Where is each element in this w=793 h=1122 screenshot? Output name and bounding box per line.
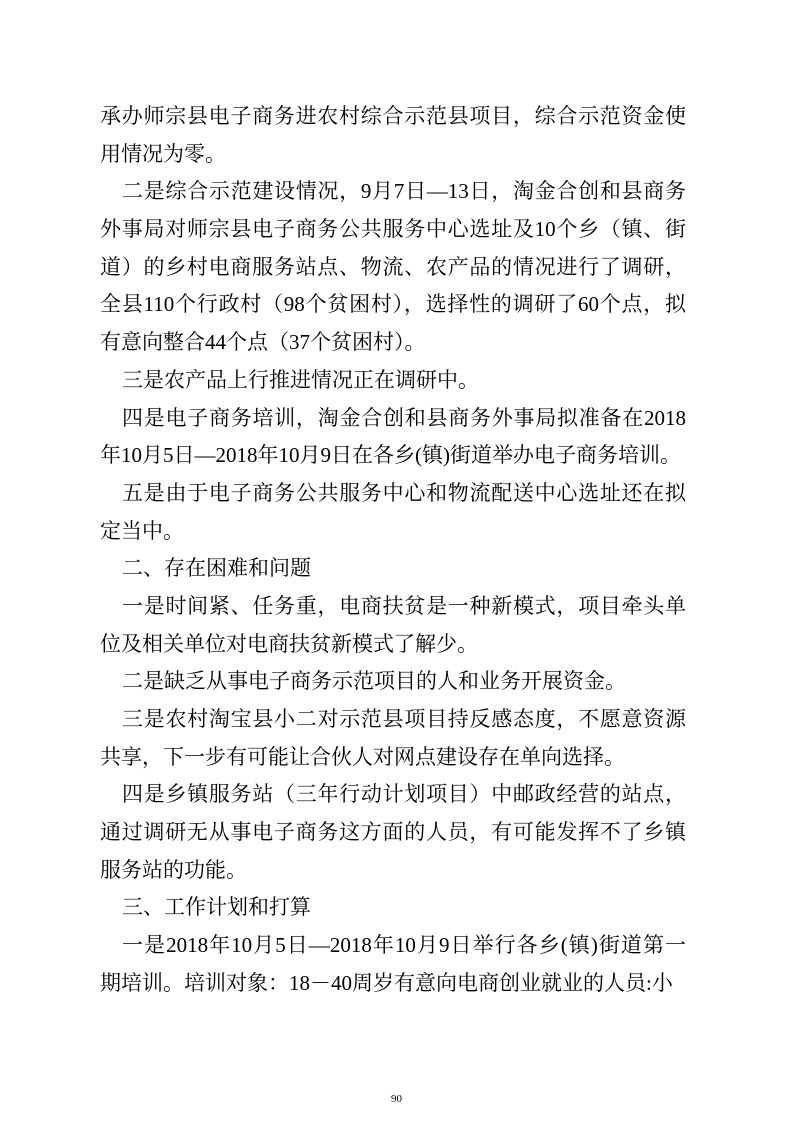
page-number: 90 — [391, 1093, 402, 1105]
text-line: 二是缺乏从事电子商务示范项目的人和业务开展资金。 — [122, 669, 626, 694]
text-line: 三是农村淘宝县小二对示范县项目持反感态度，不愿意资源 — [122, 707, 686, 731]
text-line: 全县110个行政村（98个贫困村），选择性的调研了60个点，拟 — [100, 292, 686, 317]
paragraph — [100, 889, 686, 927]
text-line: 一是2018年10月5日—2018年10月9日举行各乡(镇)街道第一 — [122, 933, 686, 958]
paragraph — [100, 400, 686, 475]
text-line: 外事局对师宗县电子商务公共服务中心选址及10个乡（镇、街 — [100, 217, 686, 242]
text-line: 三是农产品上行推进情况正在调研中。 — [122, 367, 479, 392]
paragraph — [100, 362, 686, 400]
text-line: 二、存在困难和问题 — [122, 556, 311, 581]
text-line: 用情况为零。 — [100, 141, 226, 166]
body-text — [100, 98, 686, 1003]
paragraph — [100, 475, 686, 550]
text-line: 共享，下一步有可能让合伙人对网点建设存在单向选择。 — [100, 744, 625, 769]
text-line: 服务站的功能。 — [100, 857, 247, 882]
text-line: 位及相关单位对电商扶贫新模式了解少。 — [100, 631, 478, 656]
text-line: 二是综合示范建设情况，9月7日—13日，淘金合创和县商务 — [122, 179, 686, 204]
paragraph — [100, 776, 686, 889]
text-line: 年10月5日—2018年10月9日在各乡(镇)街道举办电子商务培训。 — [100, 443, 681, 468]
paragraph — [100, 588, 686, 663]
paragraph — [100, 550, 686, 588]
paragraph — [100, 701, 686, 776]
text-line: 三、工作计划和打算 — [122, 895, 311, 920]
paragraph — [100, 927, 686, 1002]
text-line: 有意向整合44个点（37个贫困村）。 — [100, 330, 426, 355]
paragraph — [100, 663, 686, 701]
text-line: 承办师宗县电子商务进农村综合示范县项目，综合示范资金使 — [100, 104, 686, 128]
text-line: 定当中。 — [100, 518, 184, 543]
paragraph — [100, 173, 686, 361]
text-line: 五是由于电子商务公共服务中心和物流配送中心选址还在拟 — [122, 480, 686, 505]
text-line: 通过调研无从事电子商务这方面的人员，有可能发挥不了乡镇 — [100, 820, 686, 845]
paragraph — [100, 98, 686, 173]
text-line: 道）的乡村电商服务站点、物流、农产品的情况进行了调研， — [100, 254, 686, 279]
text-line: 一是时间紧、任务重，电商扶贫是一种新模式，项目牵头单 — [122, 593, 686, 618]
text-line: 四是电子商务培训，淘金合创和县商务外事局拟准备在2018 — [122, 405, 686, 430]
text-line: 期培训。培训对象：18－40周岁有意向电商创业就业的人员:小 — [100, 970, 673, 995]
text-line: 四是乡镇服务站（三年行动计划项目）中邮政经营的站点， — [122, 782, 686, 807]
